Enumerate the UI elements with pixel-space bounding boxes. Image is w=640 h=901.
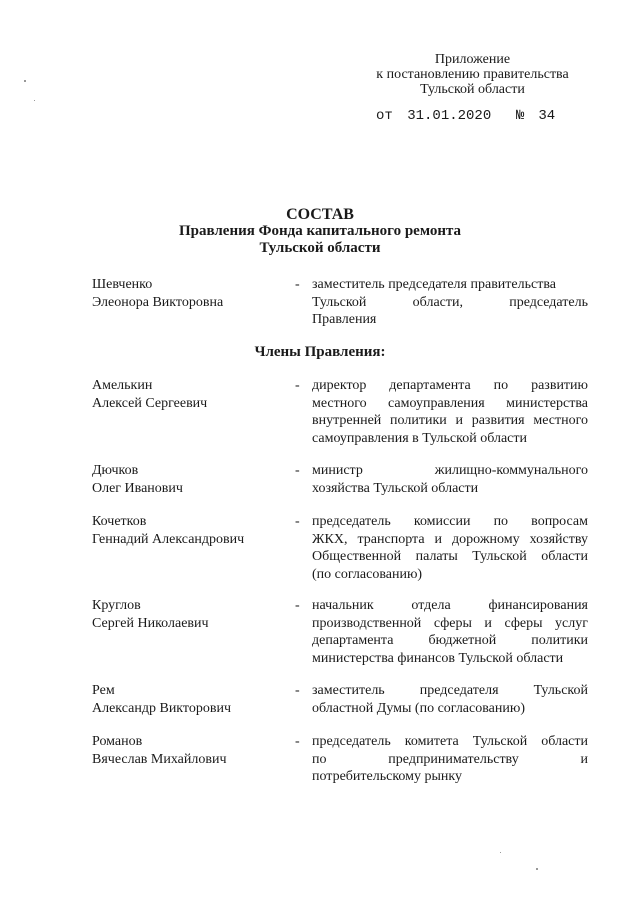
surname: Кочетков bbox=[92, 514, 147, 529]
surname: Рем bbox=[92, 683, 115, 698]
role-line: внутренней политики и развития местного bbox=[312, 413, 588, 428]
dash-separator: - bbox=[295, 378, 300, 393]
person-name bbox=[92, 733, 282, 768]
person-name bbox=[92, 462, 282, 497]
dash-separator: - bbox=[295, 463, 300, 478]
surname: Дючков bbox=[92, 463, 139, 478]
role-line: заместитель председателя правительства bbox=[312, 277, 556, 292]
role-line: потребительскому рынку bbox=[312, 769, 463, 784]
position-description bbox=[312, 733, 588, 786]
person-name bbox=[92, 377, 282, 412]
person-name bbox=[92, 513, 282, 548]
role-line: министр жилищно-коммунального bbox=[312, 463, 588, 478]
role-line: производственной сферы и сферы услуг bbox=[312, 615, 588, 631]
decree-date: 31.01.2020 bbox=[407, 108, 492, 124]
dash-separator: - bbox=[295, 683, 300, 698]
position-description bbox=[312, 377, 588, 447]
role-line: (по согласованию) bbox=[312, 566, 423, 582]
role-line: начальник отдела финансирования bbox=[312, 598, 588, 613]
role-line: Правления bbox=[312, 312, 377, 327]
role-line: министерства финансов Тульской области bbox=[312, 650, 564, 666]
surname: Романов bbox=[92, 734, 143, 749]
given-names: Вячеслав Михайлович bbox=[92, 751, 227, 767]
surname: Круглов bbox=[92, 598, 141, 613]
role-line: директор департамента по развитию bbox=[312, 378, 588, 393]
role-line: департамента бюджетной политики bbox=[312, 633, 588, 648]
appendix-line-3: Тульской области bbox=[420, 82, 525, 97]
dash-separator: - bbox=[295, 598, 300, 613]
given-names: Элеонора Викторовна bbox=[92, 294, 224, 310]
role-line: Общественной палаты Тульской области bbox=[312, 549, 588, 564]
title-line-2: Правления Фонда капитального ремонта bbox=[178, 223, 462, 239]
scan-speck bbox=[24, 80, 26, 82]
decree-number-block bbox=[516, 108, 555, 124]
appendix-line-2: к постановлению правительства bbox=[376, 67, 569, 82]
role-line: самоуправления в Тульской области bbox=[312, 430, 527, 446]
position-description bbox=[312, 513, 588, 583]
given-names: Олег Иванович bbox=[92, 480, 183, 496]
position-description bbox=[312, 682, 588, 717]
given-names: Геннадий Александрович bbox=[92, 531, 245, 547]
number-label: № bbox=[516, 108, 525, 124]
title-line-1: СОСТАВ bbox=[286, 206, 354, 223]
members-heading: Члены Правления: bbox=[254, 344, 386, 360]
scan-speck bbox=[536, 868, 538, 870]
decree-number: 34 bbox=[538, 108, 556, 124]
title-line-3: Тульской области bbox=[259, 240, 381, 256]
given-names: Александр Викторович bbox=[92, 700, 232, 716]
decree-date-line bbox=[376, 108, 556, 124]
position-description bbox=[312, 276, 588, 329]
appendix-line-1: Приложение bbox=[434, 52, 511, 67]
person-name bbox=[92, 682, 282, 717]
surname: Амелькин bbox=[92, 378, 153, 393]
person-name bbox=[92, 276, 282, 311]
dash-separator: - bbox=[295, 277, 300, 292]
appendix-header bbox=[360, 52, 585, 97]
given-names: Сергей Николаевич bbox=[92, 615, 209, 631]
surname: Шевченко bbox=[92, 277, 153, 292]
role-line: областной Думы (по согласованию) bbox=[312, 700, 525, 716]
date-prefix: от bbox=[376, 108, 393, 124]
position-description bbox=[312, 462, 588, 497]
dash-separator: - bbox=[295, 734, 300, 749]
person-name bbox=[92, 597, 282, 632]
role-line: местного самоуправления министерства bbox=[312, 395, 588, 411]
role-line: председатель комитета Тульской области bbox=[312, 734, 588, 749]
role-line: ЖКХ, транспорта и дорожному хозяйству bbox=[312, 531, 588, 547]
role-line: по предпринимательству и bbox=[312, 751, 588, 767]
role-line: председатель комиссии по вопросам bbox=[312, 514, 588, 529]
dash-separator: - bbox=[295, 514, 300, 529]
role-line: Тульской области, председатель bbox=[312, 294, 588, 310]
scan-speck bbox=[34, 100, 35, 101]
role-line: хозяйства Тульской области bbox=[312, 480, 479, 496]
given-names: Алексей Сергеевич bbox=[92, 395, 208, 411]
scan-speck bbox=[500, 852, 501, 853]
role-line: заместитель председателя Тульской bbox=[312, 683, 588, 698]
document-title bbox=[0, 206, 640, 257]
position-description bbox=[312, 597, 588, 667]
